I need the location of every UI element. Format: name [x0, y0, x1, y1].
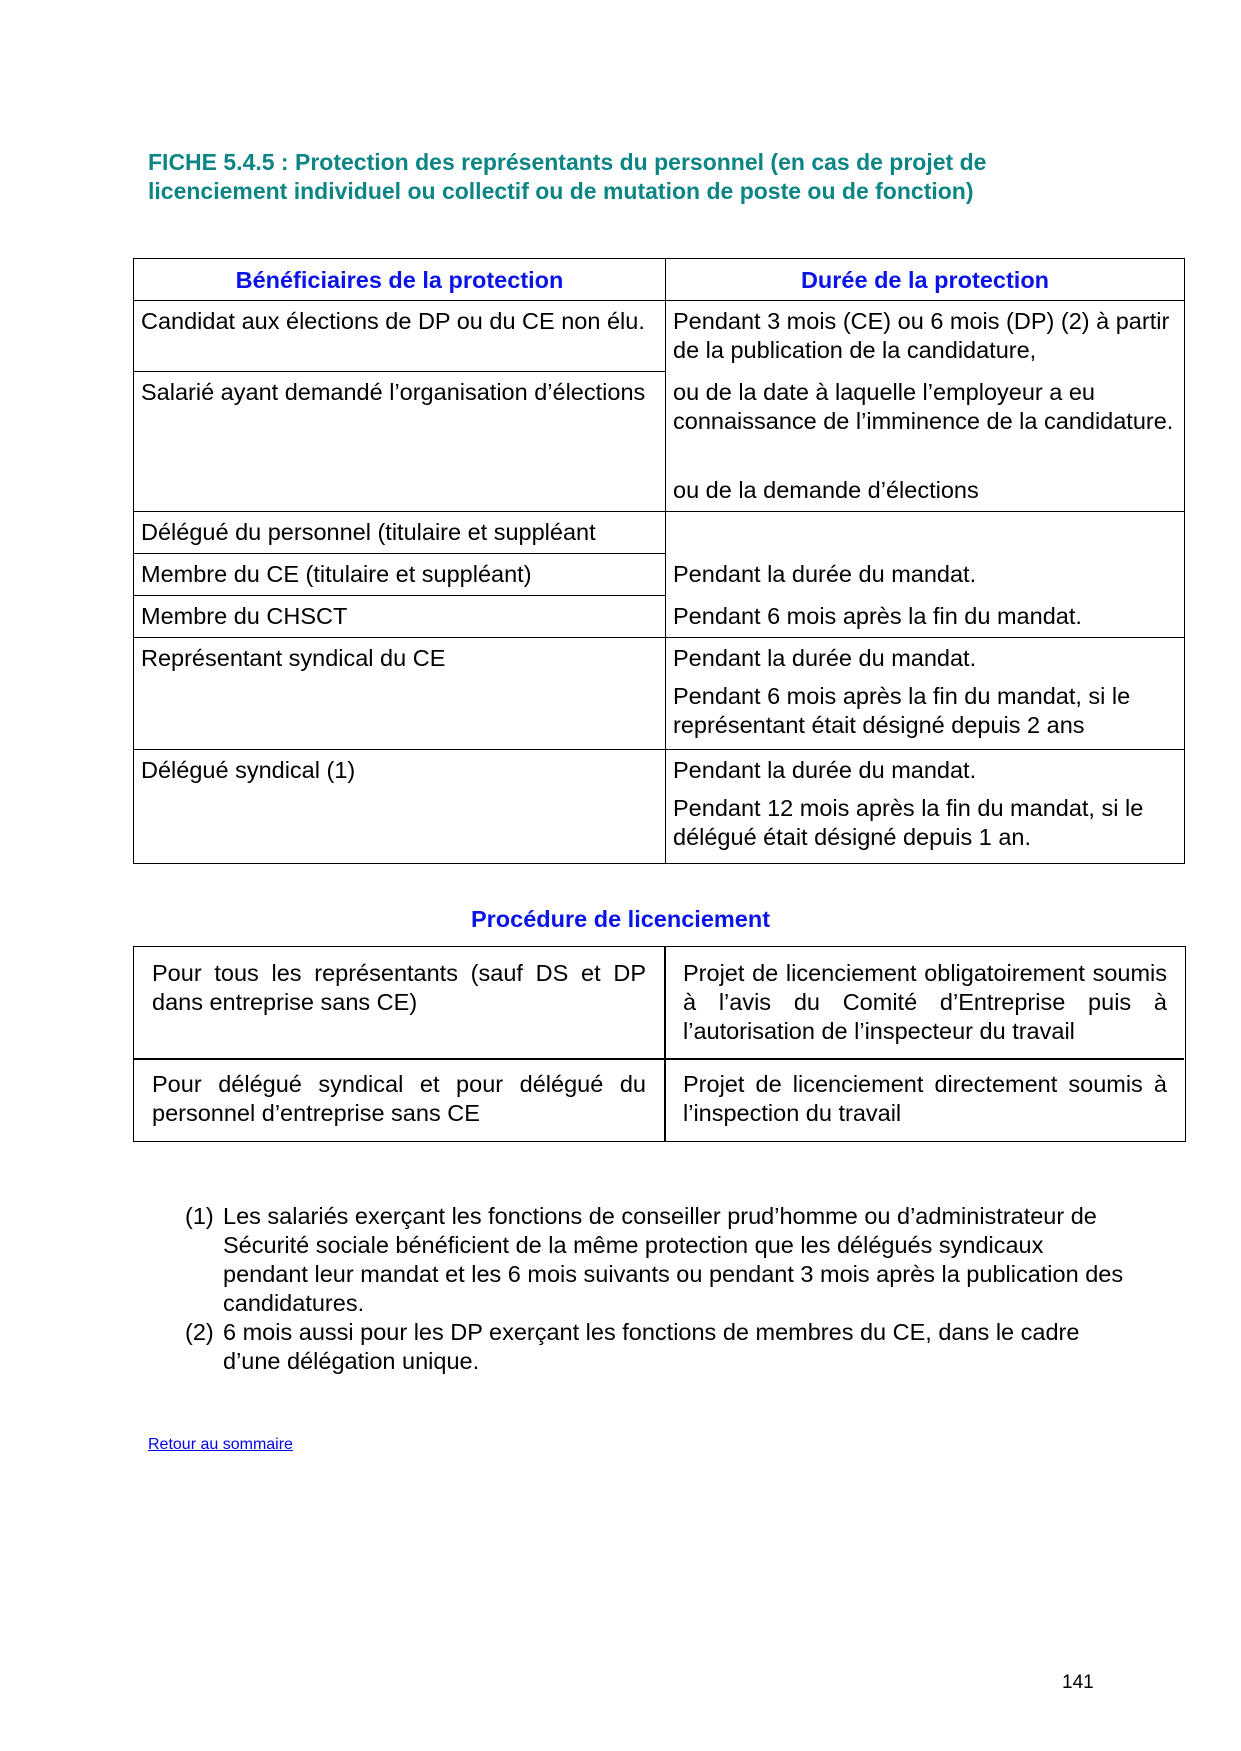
procedure-table: [133, 946, 1186, 1142]
table-cell: ou de la demande d’élections: [673, 477, 979, 503]
table-cell: ou de la date à laquelle l’employeur a eu connaissance de l’imminence de la candidature.: [673, 379, 1174, 434]
table-cell: Pendant la durée du mandat.: [673, 561, 977, 587]
table-cell: Membre du CE (titulaire et suppléant): [141, 561, 532, 587]
page-title: FICHE 5.4.5 : Protection des représentants du personnel (en cas de projet de licenciement individuel ou collectif ou de mutation de poste ou de fonction): [148, 149, 987, 204]
table-cell: Projet de licenciement directement soumis à l’inspection du travail: [683, 1071, 1167, 1126]
table-cell: Pendant 6 mois après la fin du mandat, si le représentant était désigné depuis 2 ans: [673, 683, 1131, 738]
back-to-contents-link[interactable]: Retour au sommaire: [148, 1436, 293, 1453]
table-cell: Pour délégué syndical et pour délégué du personnel d’entreprise sans CE: [152, 1071, 646, 1126]
footnote: [185, 1318, 1125, 1376]
protection-table: [133, 258, 1185, 864]
table-cell: Délégué syndical (1): [141, 757, 356, 783]
footnotes: [185, 1202, 1125, 1376]
page-number: 141: [1062, 1672, 1094, 1693]
table-cell: Pendant 6 mois après la fin du mandat.: [673, 603, 1082, 629]
column-header-beneficiaries: Bénéficiaires de la protection: [235, 267, 564, 293]
table-cell: Délégué du personnel (titulaire et suppléant: [141, 519, 596, 545]
table-cell: Pendant la durée du mandat.: [673, 645, 977, 671]
table-cell: Pour tous les représentants (sauf DS et DP dans entreprise sans CE): [152, 960, 646, 1015]
table-cell: Pendant 3 mois (CE) ou 6 mois (DP) (2) à partir de la publication de la candidature,: [673, 308, 1170, 363]
footnote: [185, 1202, 1125, 1318]
table-cell: Candidat aux élections de DP ou du CE non élu.: [141, 308, 645, 334]
table-cell: Membre du CHSCT: [141, 603, 348, 629]
section-title: Procédure de licenciement: [470, 906, 771, 932]
footnote-number: (2): [185, 1319, 214, 1345]
footnote-text: 6 mois aussi pour les DP exerçant les fonctions de membres du CE, dans le cadre d’une délégation unique.: [223, 1319, 1080, 1374]
footnote-number: (1): [185, 1203, 214, 1229]
table-cell: Pendant la durée du mandat.: [673, 757, 977, 783]
table-cell: Pendant 12 mois après la fin du mandat, si le délégué était désigné depuis 1 an.: [673, 795, 1144, 850]
table-cell: Salarié ayant demandé l’organisation d’élections: [141, 379, 646, 405]
table-cell: Projet de licenciement obligatoirement soumis à l’avis du Comité d’Entreprise puis à l’autorisation de l’inspecteur du travail: [683, 960, 1167, 1044]
column-header-duration: Durée de la protection: [800, 267, 1050, 293]
table-cell: Représentant syndical du CE: [141, 645, 446, 671]
footnote-text: Les salariés exerçant les fonctions de conseiller prud’homme ou d’administrateur de Sécurité sociale bénéficient de la même protection que les délégués syndicaux pendant leur mandat et les 6 mois suivants ou pendant 3 mois après la publication des candidatures.: [223, 1203, 1124, 1316]
